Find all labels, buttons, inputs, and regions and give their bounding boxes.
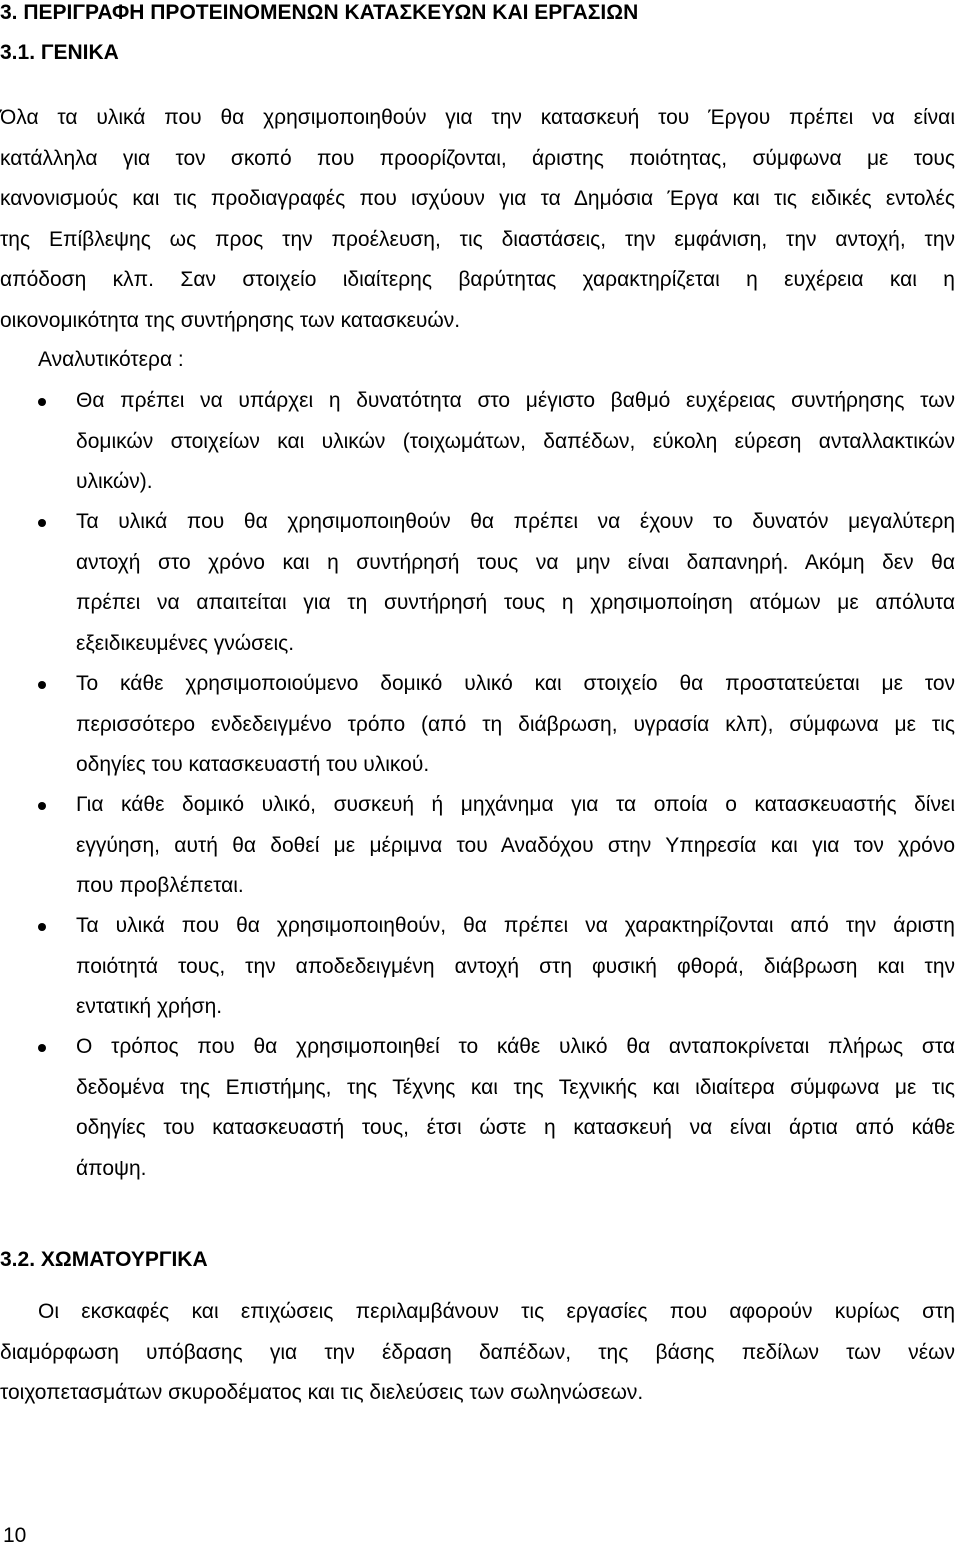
- page-number: 10: [3, 1524, 27, 1547]
- bullet-line: πρέπει να απαιτείται για τη συντήρησή τους η χρησιμοποίηση ατόμων με απόλυτα: [76, 591, 955, 614]
- bullet-line: εγγύηση, αυτή θα δοθεί με μέριμνα του Αναδόχου στην Υπηρεσία και για τον χρόνο: [76, 833, 955, 857]
- bullet-text: [76, 502, 955, 664]
- paragraph-line: Όλα τα υλικά που θα χρησιμοποιηθούν για την κατασκευή του Έργου πρέπει να είναι: [0, 106, 955, 129]
- bullet-text: [76, 906, 955, 1028]
- bullet-line: δεδομένα της Επιστήμης, της Τέχνης και της Τεχνικής και ιδιαίτερα σύμφωνα με τις: [76, 1075, 955, 1099]
- bullet-line: περισσότερο ενδεδειγμένο τρόπο (από τη διάβρωση, υγρασία κλπ), σύμφωνα με τις: [76, 712, 955, 736]
- paragraph-line: απόδοση κλπ. Σαν στοιχείο ιδιαίτερης βαρύτητας χαρακτηρίζεται η ευχέρεια και η: [0, 268, 955, 291]
- bullet-icon: [38, 802, 46, 810]
- bullet-line: Τα υλικά που θα χρησιμοποιηθούν, θα πρέπει να χαρακτηρίζονται από την άριστη: [76, 914, 955, 937]
- section-3-2-heading: 3.2. ΧΩΜΑΤΟΥΡΓΙΚΑ: [0, 1248, 208, 1271]
- bullet-line: άποψη.: [76, 1156, 147, 1180]
- section-3-1-heading: 3.1. ΓΕΝΙΚΑ: [0, 41, 119, 64]
- bullet-icon: [38, 519, 46, 527]
- bullet-text: [76, 381, 955, 503]
- bullet-line: Για κάθε δομικό υλικό, συσκευή ή μηχάνημα για τα οποία ο κατασκευαστής δίνει: [76, 793, 955, 816]
- bullet-line: που προβλέπεται.: [76, 874, 244, 897]
- paragraph-line: οικονομικότητα της συντήρησης των κατασκευών.: [0, 308, 461, 332]
- earthworks-paragraph: [0, 1292, 955, 1414]
- intro-paragraph: [0, 98, 955, 341]
- bullet-line: υλικών).: [76, 470, 153, 493]
- bullet-line: αντοχή στο χρόνο και η συντήρησή τους να μην είναι δαπανηρή. Ακόμη δεν θα: [76, 550, 955, 574]
- bullet-line: δομικών στοιχείων και υλικών (τοιχωμάτων, δαπέδων, εύκολη εύρεση ανταλλακτικών: [76, 429, 955, 453]
- bullet-line: εξειδικευμένες γνώσεις.: [76, 631, 295, 655]
- bullet-line: Τα υλικά που θα χρησιμοποιηθούν θα πρέπει να έχουν το δυνατόν μεγαλύτερη: [76, 510, 955, 533]
- section-3-heading: 3. ΠΕΡΙΓΡΑΦΗ ΠΡΟΤΕΙΝΟΜΕΝΩΝ ΚΑΤΑΣΚΕΥΩΝ ΚΑΙ ΕΡΓΑΣΙΩΝ: [0, 1, 639, 24]
- paragraph-line: κανονισμούς και τις προδιαγραφές που ισχύουν για τα Δημόσια Έργα και τις ειδικές εντολές: [0, 187, 955, 210]
- paragraph-line: κατάλληλα για τον σκοπό που προορίζονται, άριστης ποιότητας, σύμφωνα με τους: [0, 146, 955, 170]
- bullet-icon: [38, 398, 46, 406]
- bullet-line: ποιότητά τους, την αποδεδειγμένη αντοχή στη φυσική φθορά, διάβρωση και την: [76, 954, 955, 978]
- analytically-label: Αναλυτικότερα :: [38, 348, 184, 371]
- bullet-text: [76, 1027, 955, 1189]
- paragraph-line: Οι εκσκαφές και επιχώσεις περιλαμβάνουν τις εργασίες που αφορούν κυρίως στη: [38, 1300, 955, 1323]
- bullet-line: Θα πρέπει να υπάρχει η δυνατότητα στο μέγιστο βαθμό ευχέρειας συντήρησης των: [76, 389, 955, 412]
- paragraph-line: της Επίβλεψης ως προς την προέλευση, τις διαστάσεις, την εμφάνιση, την αντοχή, την: [0, 227, 955, 251]
- bullet-text: [76, 664, 955, 786]
- bullet-line: οδηγίες του κατασκευαστή τους, έτσι ώστε η κατασκευή να είναι άρτια από κάθε: [76, 1116, 955, 1139]
- bullet-line: Το κάθε χρησιμοποιούμενο δομικό υλικό και στοιχείο θα προστατεύεται με τον: [76, 672, 955, 695]
- bullet-icon: [38, 923, 46, 931]
- bullet-icon: [38, 681, 46, 689]
- bullet-line: οδηγίες του κατασκευαστή του υλικού.: [76, 753, 430, 776]
- bullet-text: [76, 785, 955, 907]
- paragraph-line: τοιχοπετασμάτων σκυροδέματος και τις διελεύσεις των σωληνώσεων.: [0, 1381, 644, 1404]
- bullet-line: Ο τρόπος που θα χρησιμοποιηθεί το κάθε υλικό θα ανταποκρίνεται πλήρως στα: [76, 1035, 955, 1058]
- paragraph-line: διαμόρφωση υπόβασης για την έδραση δαπέδων, της βάσης πεδίλων των νέων: [0, 1340, 955, 1364]
- bullet-icon: [38, 1044, 46, 1052]
- bullet-line: εντατική χρήση.: [76, 995, 223, 1018]
